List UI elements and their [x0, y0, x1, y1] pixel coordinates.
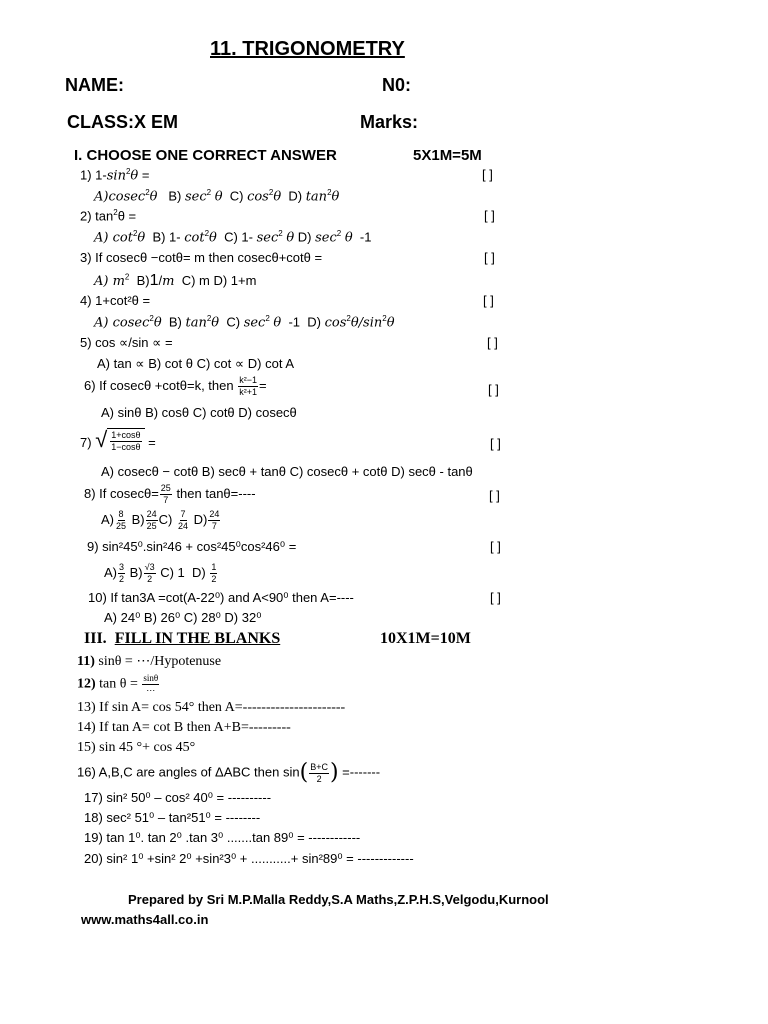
question-2: 2) $\tan^2\theta$ = [80, 208, 137, 224]
fill-13: 13) If sin A= cos 54° then A=---------------------- [77, 700, 346, 715]
answer-bracket-5[interactable]: [ ] [487, 335, 498, 350]
fill-15: 15) sin 45 °+ cos 45° [77, 740, 196, 755]
question-2-options: A) $\cot^2\theta$ B) 1- $\cot^2\theta$ C) 1- $\sec^2 \theta$ D) $\sec^2 \theta$ -1 [94, 229, 372, 246]
fill-12: 12) tan θ = sinθ ⋯ [77, 673, 159, 695]
question-5-options: A) tan ∝ B) cot θ C) cot ∝ D) cot A [97, 356, 295, 371]
answer-bracket-8[interactable]: [ ] [489, 488, 500, 503]
answer-bracket-7[interactable]: [ ] [490, 436, 501, 451]
question-10: 10) If tan3A =cot(A-22⁰) and A<90⁰ then A=---- [88, 590, 354, 605]
answer-bracket-1[interactable]: [ ] [482, 167, 493, 182]
question-4: 4) 1+cot²θ = [80, 293, 151, 308]
number-label: N0: [382, 75, 412, 95]
answer-bracket-10[interactable]: [ ] [490, 590, 501, 605]
fill-17: 17) sin² 50⁰ – cos² 40⁰ = ---------- [84, 790, 272, 805]
fill-20: 20) sin² 1⁰ +sin² 2⁰ +sin²3⁰ + ...........+ sin²89⁰ = ------------- [84, 851, 414, 866]
answer-bracket-4[interactable]: [ ] [483, 293, 494, 308]
question-1: 1) $1-\sin^2\theta$ = [80, 167, 150, 184]
question-3-options: A) $m^2$ B)1/m C) m D) 1+m [94, 272, 257, 289]
question-7: 7) √ $\frac{1+\cos\theta}{1-\cos\theta}$ = [80, 427, 156, 452]
fill-16: 16) A,B,C are angles of ΔABC then sin( $\frac{B+C}{2}$ ) =------- [77, 760, 381, 785]
question-7-options: A) cosecθ − cotθ B) secθ + tanθ C) cosecθ + cotθ D) secθ - tanθ [101, 464, 473, 479]
answer-bracket-6[interactable]: [ ] [488, 382, 499, 397]
marks-label: Marks: [360, 112, 419, 132]
question-9: 9) sin²45⁰.sin²46 + cos²45⁰cos²46⁰ = [87, 539, 297, 554]
section-heading-choose: I. CHOOSE ONE CORRECT ANSWER [74, 147, 337, 164]
question-8-options: A) $\frac{8}{25}$ B) $\frac{24}{25}$ C) $\frac{7}{24}$ D) $\frac{24}{7}$ [101, 509, 220, 531]
question-6-fraction: $\frac{\text{k²−1}}{\text{k²+1}}$ [239, 375, 257, 397]
square-root: √ $\frac{1+\cos\theta}{1-\cos\theta}$ [95, 428, 144, 452]
question-5: 5) cos ∝/sin ∝ = [80, 335, 173, 350]
question-8: 8) If cosecθ= $\frac{25}{7}$ then tanθ=---- [84, 483, 256, 505]
page-title: 11. TRIGONOMETRY [210, 38, 405, 60]
fill-11: 11) sinθ = ⋯/Hypotenuse [77, 654, 222, 669]
question-1-options: A)cosec$^2$θ B) $\sec^2 \theta$ C) $\cos^2\theta$ D) $\tan^2\theta$ [94, 188, 340, 205]
fill-19: 19) tan 1⁰. tan 2⁰ .tan 3⁰ .......tan 89⁰ = ------------ [84, 830, 361, 845]
question-4-options: A) cosec$^2$θ B) $\tan^2\theta$ C) $\sec^2 \theta$ -1 D) $\cos^2\theta/\sin^2\theta$ [94, 314, 395, 331]
question-10-options: A) 24⁰ B) 26⁰ C) 28⁰ D) 32⁰ [104, 610, 262, 625]
question-9-options: A) $\frac{3}{2}$ B) $\frac{√3}{2}$ C) 1 D) $\frac{1}{2}$ [104, 562, 217, 584]
section-heading-fill: III. FILL IN THE BLANKS [84, 630, 281, 647]
question-3: 3) If cosecθ −cotθ= m then cosecθ+cotθ = [80, 250, 323, 265]
website-link[interactable]: www.maths4all.co.in [81, 912, 209, 927]
question-6: 6) If cosecθ +cotθ=k, then $\frac{\text{k²−1}}{\text{k²+1}}$ = [84, 375, 267, 397]
question-6-options: A) sinθ B) cosθ C) cotθ D) cosecθ [101, 405, 297, 420]
section-marks-choose: 5X1M=5M [413, 147, 482, 164]
fill-14: 14) If tan A= cot B then A+B=--------- [77, 720, 291, 735]
fill-18: 18) sec² 51⁰ – tan²51⁰ = -------- [84, 810, 261, 825]
prepared-by: Prepared by Sri M.P.Malla Reddy,S.A Maths,Z.P.H.S,Velgodu,Kurnool [128, 892, 549, 907]
answer-bracket-3[interactable]: [ ] [484, 250, 495, 265]
answer-bracket-9[interactable]: [ ] [490, 539, 501, 554]
name-label: NAME: [65, 75, 124, 95]
class-label: CLASS:X EM [67, 112, 179, 132]
section-marks-fill: 10X1M=10M [380, 630, 471, 647]
answer-bracket-2[interactable]: [ ] [484, 208, 495, 223]
